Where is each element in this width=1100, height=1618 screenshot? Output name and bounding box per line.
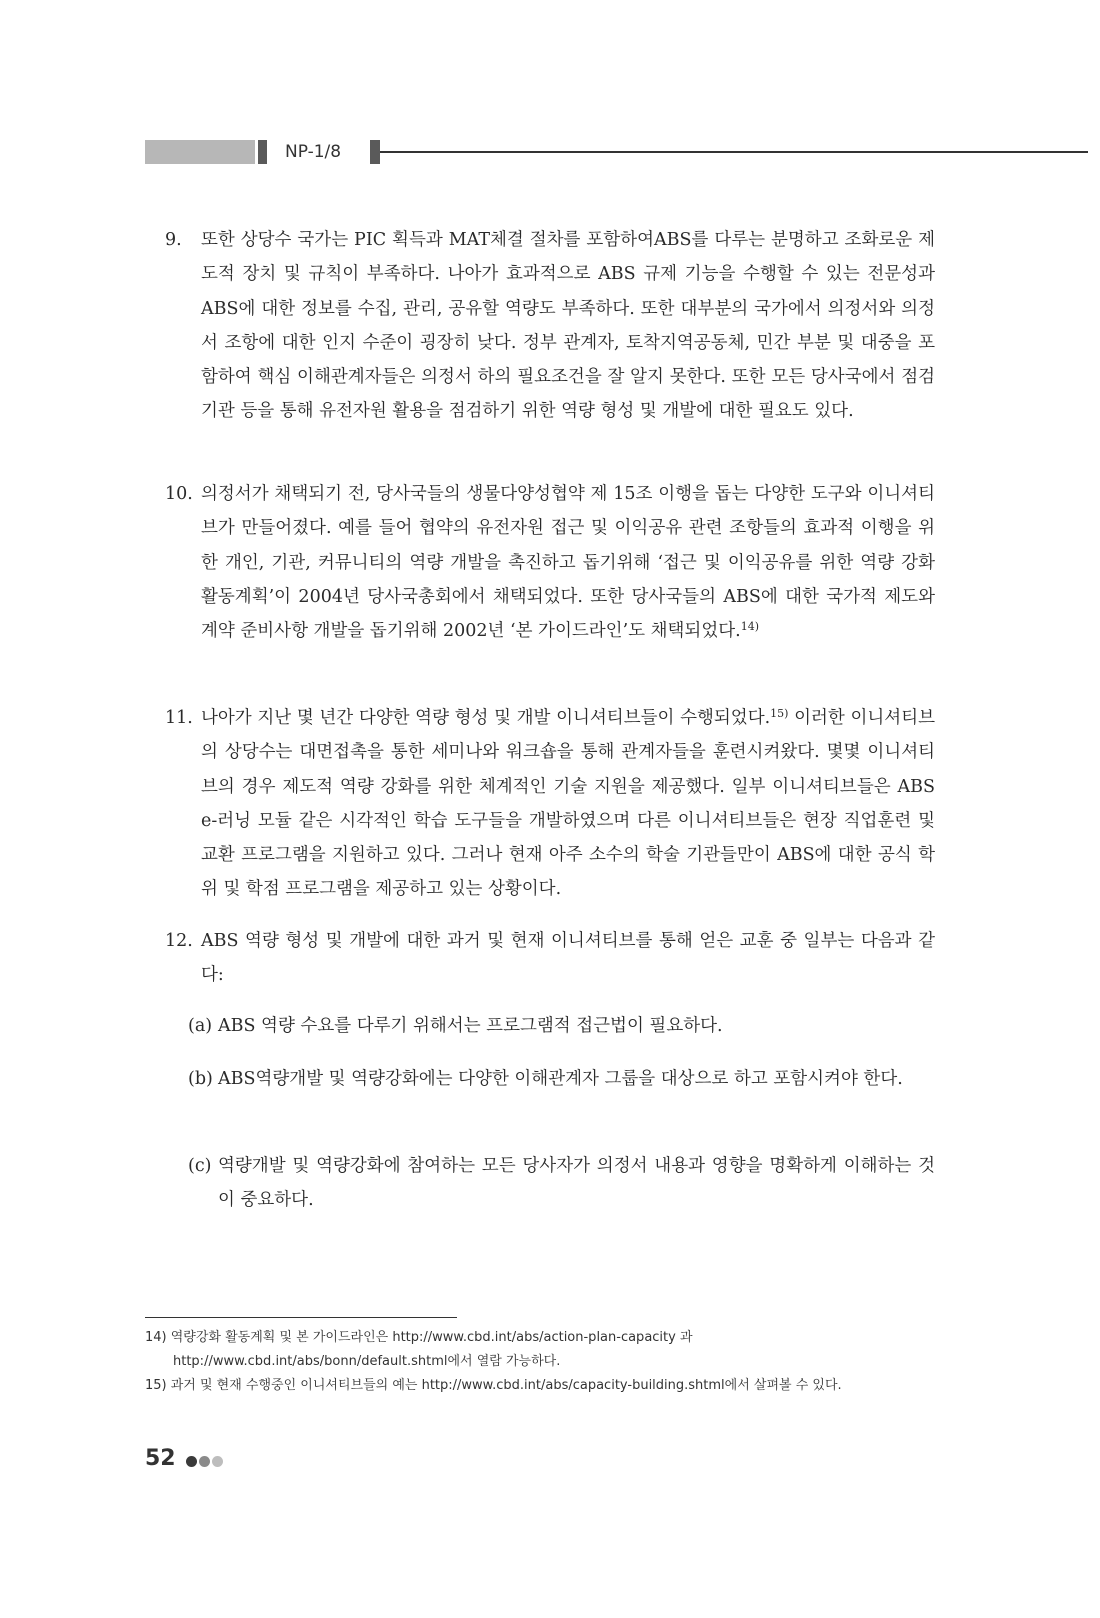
paragraph-text: 이러한 이니셔티브의 상당수는 대면접촉을 통한 세미나와 워크숍을 통해 관계자들을 훈련시켜왔다. 몇몇 이니셔티브의 경우 제도적 역량 강화를 위한 체계적인 기술 지원을 제공했다. 일부 이니셔티브들은 ABS e-러닝 모듈 같은 시각적인 학습 도구들을 개발하였으며 다른 이니셔티브들은 현장 직업훈련 및 교환 프로그램을 지원하고 있다. 그러나 현재 아주 소수의 학술 기관들만이 ABS에 대한 공식 학위 및 학점 프로그램을 제공하고 있는 상황이다. <box>201 708 935 900</box>
paragraph-number: 10. <box>165 484 193 504</box>
page-dot-mid <box>199 1456 210 1467</box>
subitem-c <box>188 1149 935 1218</box>
subitem-a <box>188 1009 935 1043</box>
paragraph-number: 12. <box>165 931 193 951</box>
subitem-text: ABS역량개발 및 역량강화에는 다양한 이해관계자 그룹을 대상으로 하고 포함시켜야 한다. <box>218 1069 903 1089</box>
subitem-label: (c) <box>188 1156 212 1176</box>
footnote-line: 15) 과거 및 현재 수행중인 이니셔티브들의 예는 http://www.cbd.int/abs/capacity-building.shtml에서 살펴볼 수 있다. <box>145 1378 842 1393</box>
paragraph-11 <box>165 701 935 907</box>
page-number: 52 <box>145 1446 176 1471</box>
page-dot-dark <box>186 1456 197 1467</box>
paragraph-12 <box>165 924 935 993</box>
footnote-rule <box>145 1317 457 1318</box>
footnote-14 <box>145 1326 945 1374</box>
footnote-ref: 15) <box>770 707 789 720</box>
header-marker <box>370 140 380 164</box>
paragraph-text: 또한 상당수 국가는 PIC 획득과 MAT체결 절차를 포함하여ABS를 다루는 분명하고 조화로운 제도적 장치 및 규칙이 부족하다. 나아가 효과적으로 ABS 규제 기능을 수행할 수 있는 전문성과 ABS에 대한 정보를 수집, 관리, 공유할 역량도 부족하다. 또한 대부분의 국가에서 의정서와 의정서 조항에 대한 인지 수준이 굉장히 낮다. 정부 관계자, 토착지역공동체, 민간 부분 및 대중을 포함하여 핵심 이해관계자들은 의정서 하의 필요조건을 잘 알지 못한다. 또한 모든 당사국에서 점검기관 등을 통해 유전자원 활용을 점검하기 위한 역량 형성 및 개발에 대한 필요도 있다. <box>201 230 935 422</box>
footnote-line: 14) 역량강화 활동계획 및 본 가이드라인은 http://www.cbd.int/abs/action-plan-capacity 과 <box>145 1330 693 1345</box>
subitem-text: ABS 역량 수요를 다루기 위해서는 프로그램적 접근법이 필요하다. <box>218 1016 723 1036</box>
paragraph-number: 11. <box>165 708 193 728</box>
paragraph-text: 나아가 지난 몇 년간 다양한 역량 형성 및 개발 이니셔티브들이 수행되었다. <box>201 708 771 728</box>
subitem-text: 역량개발 및 역량강화에 참여하는 모든 당사자가 의정서 내용과 영향을 명확하게 이해하는 것이 중요하다. <box>218 1156 935 1211</box>
document-code: NP-1/8 <box>285 142 342 162</box>
footnote-line: http://www.cbd.int/abs/bonn/default.shtml에서 열람 가능하다. <box>173 1354 561 1369</box>
page-dot-light <box>212 1456 223 1467</box>
paragraph-text: 의정서가 채택되기 전, 당사국들의 생물다양성협약 제 15조 이행을 돕는 다양한 도구와 이니셔티브가 만들어졌다. 예를 들어 협약의 유전자원 접근 및 이익공유 관련 조항들의 효과적 이행을 위한 개인, 기관, 커뮤니티의 역량 개발을 촉진하고 돕기위해 ‘접근 및 이익공유를 위한 역량 강화 활동계획’이 2004년 당사국총회에서 채택되었다. 또한 당사국들의 ABS에 대한 국가적 제도와 계약 준비사항 개발을 돕기위해 2002년 ‘본 가이드라인’도 채택되었다. <box>201 484 935 642</box>
header-marker <box>258 140 267 164</box>
paragraph-9 <box>165 223 935 429</box>
subitem-label: (b) <box>188 1069 213 1089</box>
paragraph-10 <box>165 477 935 648</box>
paragraph-number: 9. <box>165 230 182 250</box>
subitem-label: (a) <box>188 1016 213 1036</box>
footnote-ref: 14) <box>740 620 759 634</box>
paragraph-text: ABS 역량 형성 및 개발에 대한 과거 및 현재 이니셔티브를 통해 얻은 교훈 중 일부는 다음과 같다: <box>201 931 935 986</box>
header-gray-bar <box>145 140 255 164</box>
footnote-15 <box>145 1374 945 1398</box>
subitem-b <box>188 1062 935 1096</box>
header-rule <box>380 151 1088 153</box>
